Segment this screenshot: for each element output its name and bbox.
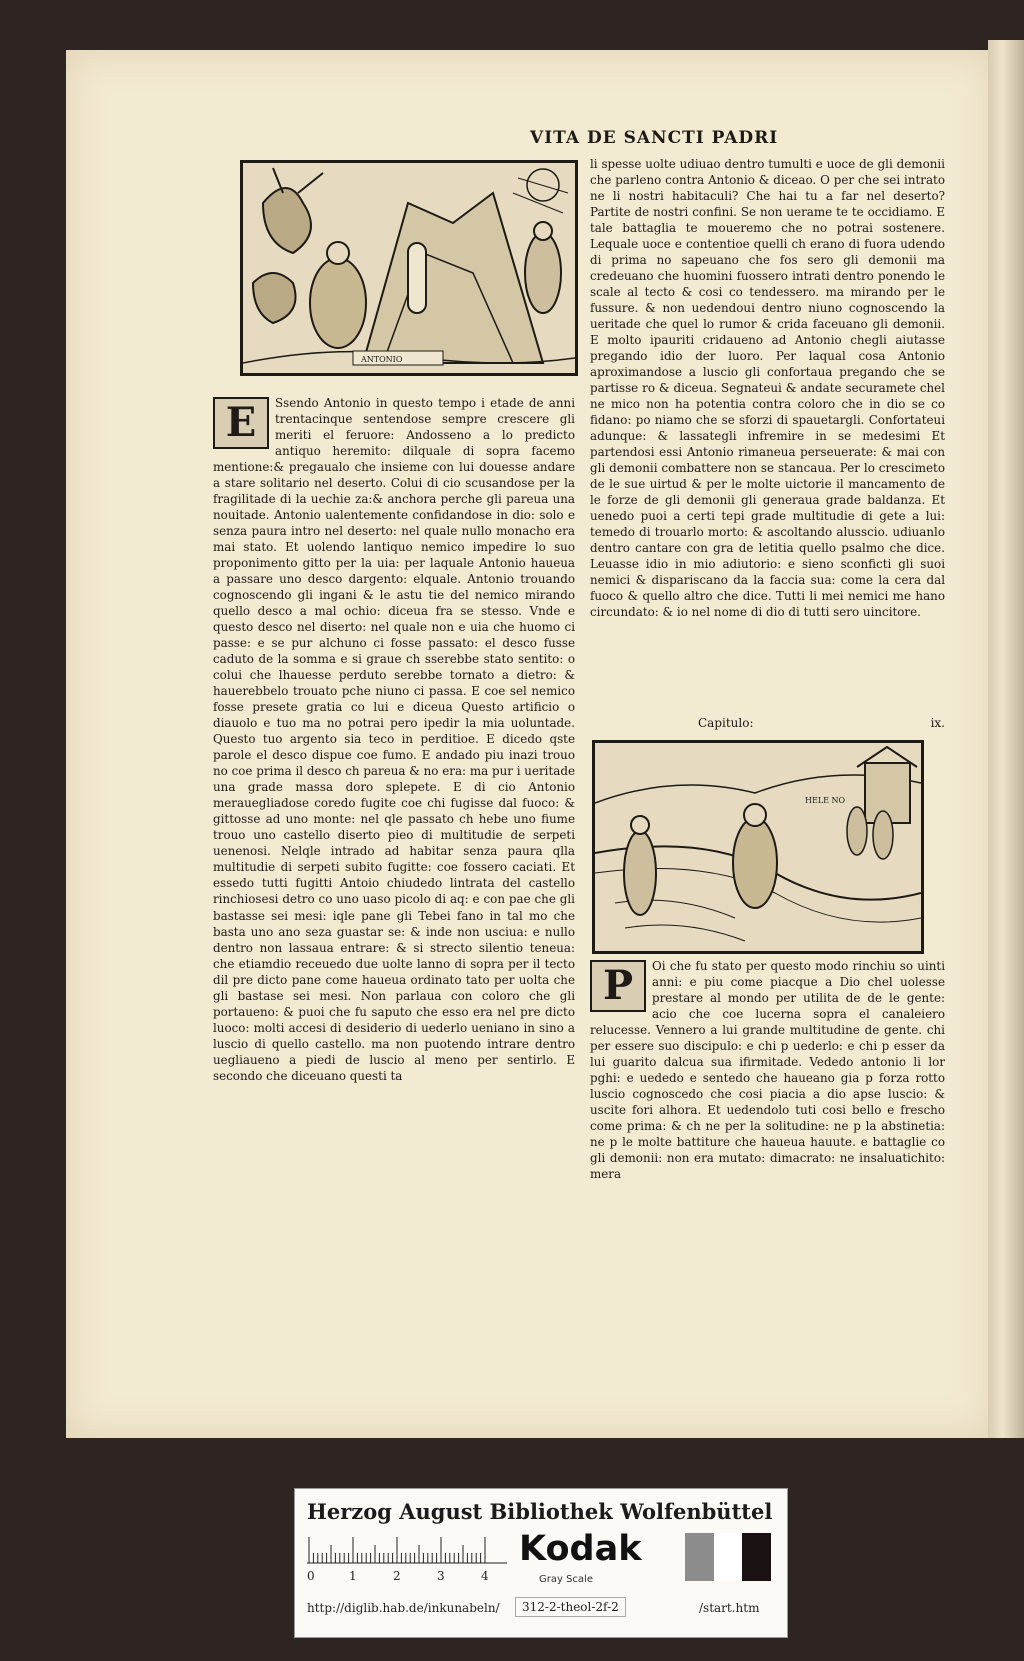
- url-suffix: /start.htm: [699, 1601, 760, 1615]
- ruler-number: 0: [307, 1569, 315, 1583]
- gray-scale-label: Gray Scale: [539, 1574, 593, 1585]
- ruler-number: 4: [481, 1569, 489, 1583]
- text-column-right-bottom: [590, 958, 945, 1228]
- kodak-logo: Kodak: [519, 1529, 642, 1569]
- chapter-label: Capitulo:: [698, 716, 754, 730]
- dropcap-e: E: [213, 397, 269, 449]
- url-id: 312-2-theol-2f-2: [515, 1597, 626, 1617]
- page-edge: [988, 40, 1024, 1438]
- woodcut-drawing-river: [595, 743, 921, 951]
- column-left-text: Ssendo Antonio in questo tempo i etade de anni trentacinque sentendose sempre crescere gli meriti el feruore: Andosseno a lo predicto antiquo heremito: dilquale di sopra facemo mentione:& pregaualo che insieme con lui douesse andare a stare solitario nel deserto. Colui di cio scusandose per la fragilitade di la uechie za:& anchora perche gli pareua una nouitade. Antonio ualentemente confidandose in dio: solo e senza paura intro nel deserto: nel quale nullo monacho era mai stato. Et uolendo lantiquo nemico impedire lo suo proponimento gitto per la uia: per laquale Antonio haueua a passare uno desco dargento: elquale. Antonio trouando cognoscendo gli ingani & le astu tie del nemico mirando quello desco a mal ochio: diceua fra se stesso. Vnde e questo desco nel diserto: nel quale non e uia che huomo ci passe: e se pur alchuno ci fosse passato: el desco fusse caduto de la somma e si graue ch sserebbe stato sentito: o colui che lhauesse perduto serebbe tornato a dietro: & hauerebbelo trouato pche niuno ci passa. E coe sel nemico fosse presete gratia co lui e diceua Questo artificio o diauolo e tuo ma no potrai pero ipedir la mia uoluntade. Questo tuo argento sia teco in perditioe. E dicedo qste parole el desco dispue coe fumo. E andado piu inazi trouo no coe prima il desco ch pareua & no era: ma pur i ueritade una grade massa doro splepete. E di cio Antonio merauegliadose coredo fugite coe chi fugisse dal fuoco: & gittosse ad uno monte: nel qle passato ch hebe uno fiume trouo uno castello diserto pieo di multitudie de serpeti uenenosi. Nelqle intrado ad habitar senza paura qlla multitudie di serpeti subito fugitte: coe fossero caciati. Et essedo tutti fugitti Antoio chiudedo lintrata del castello rinchiosesi detro co uno uaso picolo di aq: e con pae che gli bastasse sei mesi: iqle pane gli Tebei fano in tal mo che basta uno ano seza guastar se: & inde non usciua: e nullo dentro non lassaua entrare: & si strecto silentio teneua: che etiamdio receuedo due uolte lanno di sopra per il tecto dil pre dicto pane come haueua ordinato tato per uolta che gli bastase sei mesi. Non parlaua con coloro che gli portaueno: & puoi che fu saputo che esso era nel pre dicto luoco: molti accesi di desiderio di uederlo ueniano in sino a luscio di quello castello. ma non puotendo intrare dentro uegliaueno a piedi de luscio al meno per sentirlo. E secondo che diceuano questi ta: [213, 396, 575, 1083]
- column-right-bottom-text: Oi che fu stato per questo modo rinchiu so uinti anni: e piu come piacque a Dio chel uolesse prestare al mondo per utilita de de le gente: acio che coe lucerna sopra el canaleiero relucesse. Vennero a lui grande multitudine de gente. chi per essere suo discipulo: e chi p uederlo: e chi p esser da lui guarito dalcua sua ifirmitade. Vededo antonio li lor pghi: e uededo e sentedo che haueano gia p forza rotto luscio cognoscedo che cosi piacia a dio apse luscio: & uscite fori alhora. Et uedendolo tuti cosi bello e frescho come prima: & ch ne per la solitudine: ne p la abstinetia: ne p le molte battiture che haueua hauute. e battaglie co gli demonii: non era mutato: dimacrato: ne insaluatichito: mera: [590, 959, 945, 1182]
- ruler-number: 1: [349, 1569, 357, 1583]
- gray-scale-swatches: [685, 1533, 771, 1581]
- ruler-number: 2: [393, 1569, 401, 1583]
- running-title: VITA DE SANCTI PADRI: [530, 128, 779, 148]
- dropcap-p: P: [590, 960, 646, 1012]
- ruler-number: 3: [437, 1569, 445, 1583]
- swatch-white: [714, 1533, 743, 1581]
- text-column-right-top: [590, 156, 945, 720]
- woodcut-drawing: [243, 163, 575, 373]
- scan-reference-card: [294, 1488, 788, 1638]
- swatch-gray: [685, 1533, 714, 1581]
- swatch-black: [742, 1533, 771, 1581]
- woodcut-caption: ANTONIO: [361, 355, 403, 364]
- woodcut-illustration-river: [592, 740, 924, 954]
- woodcut-illustration-antonio: [240, 160, 578, 376]
- column-right-top-text: li spesse uolte udiuao dentro tumulti e uoce de gli demonii che parleno contra Antonio & diceao. O per che sei intrato ne li nostri habitaculi? Che hai tu a far nel deserto? Partite de nostri confini. Se non uerame te te occidiamo. E tale battaglia te moueremo che no potrai sostenere. Lequale uoce e contentioe quelli ch erano di fuora udendo di prima no sapeuano che fos sero gli demonii ma credeuano che huomini fuossero intrati dentro ponendo le scale al tecto & cosi co tendessero. ma mirando per le fussure. & non uedendoui dentro niuno cognoscendo la ueritade che quel lo rumor & crida faceuano gli demonii. E molto ipauriti cridaueno ad Antonio chegli aiutasse pregando idio der luoro. Per laqual cosa Antonio aproximandose a luscio gli confortaua pregando che se partisse ro & diceua. Segnateui & andate securamete chel ne mico non ha potentia contra coloro che in dio se co fidano: po niamo che se sforzi di spauetargli. Confortateui adunque: & lassategli infremire in se medesimi Et partendosi essi Antonio rimaneua perseuerate: & mai con gli demonii combattere non se stancaua. Per lo crescimeto de le sue uirtud & per le molte uictorie il mancamento de le forze de gli demonii gli generaua grade baldanza. Et uenedo puoi a certi tepi grade multitudie di gete a lui: temedo di trouarlo morto: & ascoltando alusscio. udiuanlo dentro cantare con gra de letitia quello psalmo che dice. Leuasse idio in mio adiutorio: e sieno sconficti gli suoi nemici & dispariscano da la faccia sua: come la cera dal fuoco & quello altro che dice. Tutti li mei nemici me hano circundato: & io nel nome di dio di tutti sero uincitore.: [590, 157, 945, 620]
- chapter-number: ix.: [930, 716, 945, 730]
- text-column-left: [213, 395, 575, 1225]
- ruler-scale: [307, 1535, 507, 1565]
- woodcut-caption-river: HELE NO: [805, 796, 846, 805]
- library-title: Herzog August Bibliothek Wolfenbüttel: [307, 1499, 773, 1524]
- url-prefix: http://diglib.hab.de/inkunabeln/: [307, 1601, 500, 1615]
